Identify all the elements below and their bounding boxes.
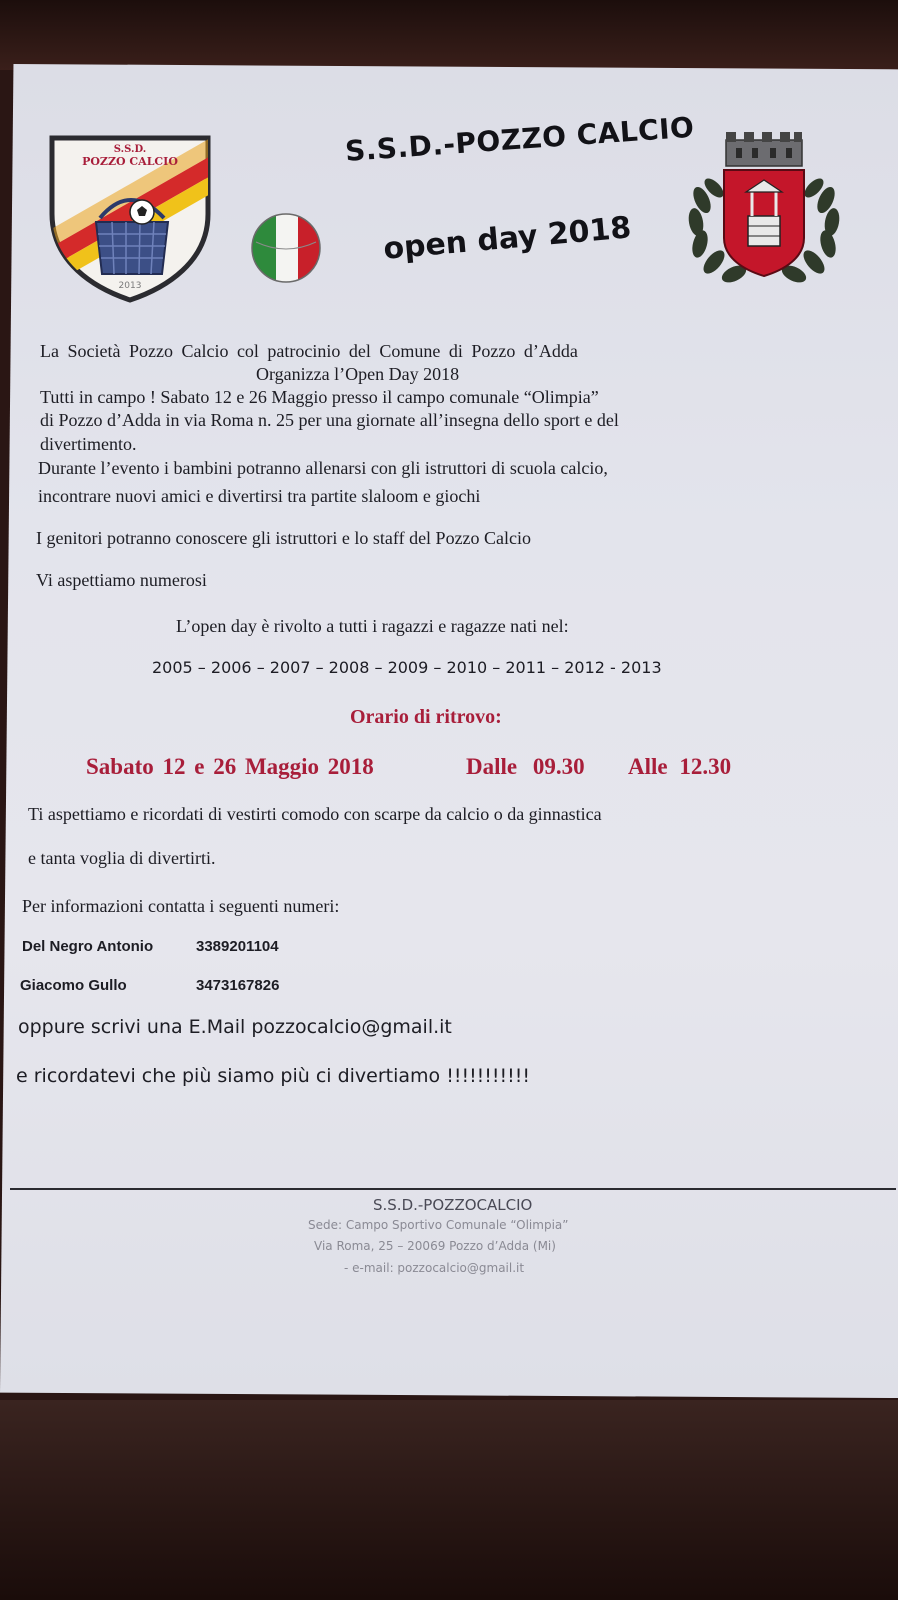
schedule-from: Dalle 09.30 — [466, 754, 585, 779]
footer-divider — [10, 1188, 896, 1190]
parents-line: I genitori potranno conoscere gli istruttori e lo staff del Pozzo Calcio — [36, 528, 532, 548]
intro-line-2: Organizza l’Open Day 2018 — [256, 364, 460, 384]
audience-line: L’open day è rivolto a tutti i ragazzi e ragazze nati nel: — [176, 616, 569, 636]
intro-line-6: Durante l’evento i bambini potranno allenarsi con gli istruttori di scuola calcio, — [38, 458, 608, 478]
contact-phone-2: 3473167826 — [196, 977, 280, 994]
intro-line-4: di Pozzo d’Adda in via Roma n. 25 per una giornate all’insegna dello sport e del — [40, 410, 619, 430]
footer-address: Via Roma, 25 – 20069 Pozzo d’Adda (Mi) — [314, 1239, 556, 1253]
schedule-heading: Orario di ritrovo: — [350, 706, 502, 728]
footer-seat: Sede: Campo Sportivo Comunale “Olimpia” — [308, 1218, 569, 1232]
closing-line: e ricordatevi che più siamo più ci divertiamo !!!!!!!!!!! — [16, 1065, 531, 1087]
schedule-to: Alle 12.30 — [628, 754, 732, 779]
contact-name-2: Giacomo Gullo — [20, 977, 127, 994]
flyer-subtitle: open day 2018 — [382, 210, 633, 267]
footer-email: - e-mail: pozzocalcio@gmail.it — [344, 1261, 525, 1275]
intro-line-1: La Società Pozzo Calcio col patrocinio del Comune di Pozzo d’Adda — [40, 341, 578, 361]
club-crest-logo — [46, 132, 214, 304]
contact-name-1: Del Negro Antonio — [22, 938, 154, 955]
svg-text:S.S.D.: S.S.D. — [113, 144, 147, 155]
footer-club-name: S.S.D.-POZZOCALCIO — [373, 1196, 533, 1214]
welcome-line: Vi aspettiamo numerosi — [36, 570, 207, 590]
flyer-title: S.S.D.-POZZO CALCIO — [344, 110, 696, 168]
svg-text:2013: 2013 — [118, 281, 142, 291]
dress-line-1: Ti aspettiamo e ricordati di vestirti comodo con scarpe da calcio o da ginnastica — [28, 804, 602, 824]
schedule-days: Sabato 12 e 26 Maggio 2018 — [86, 754, 374, 779]
birth-years: 2005 – 2006 – 2007 – 2008 – 2009 – 2010 – 2011 – 2012 - 2013 — [152, 658, 662, 677]
municipal-coat-of-arms — [680, 130, 848, 290]
tricolor-ball-icon — [250, 212, 322, 284]
svg-text:POZZO CALCIO: POZZO CALCIO — [82, 155, 178, 168]
email-line: oppure scrivi una E.Mail pozzocalcio@gmail.it — [18, 1016, 452, 1038]
dress-line-2: e tanta voglia di divertirti. — [28, 848, 216, 868]
intro-line-7: incontrare nuovi amici e divertirsi tra partite slaloom e giochi — [38, 486, 481, 506]
background-bottom — [0, 1400, 898, 1600]
contact-phone-1: 3389201104 — [196, 938, 279, 955]
intro-line-3: Tutti in campo ! Sabato 12 e 26 Maggio presso il campo comunale “Olimpia” — [40, 387, 599, 407]
intro-line-5: divertimento. — [40, 434, 137, 454]
contacts-intro: Per informazioni contatta i seguenti numeri: — [22, 896, 340, 916]
background-top — [0, 0, 898, 70]
